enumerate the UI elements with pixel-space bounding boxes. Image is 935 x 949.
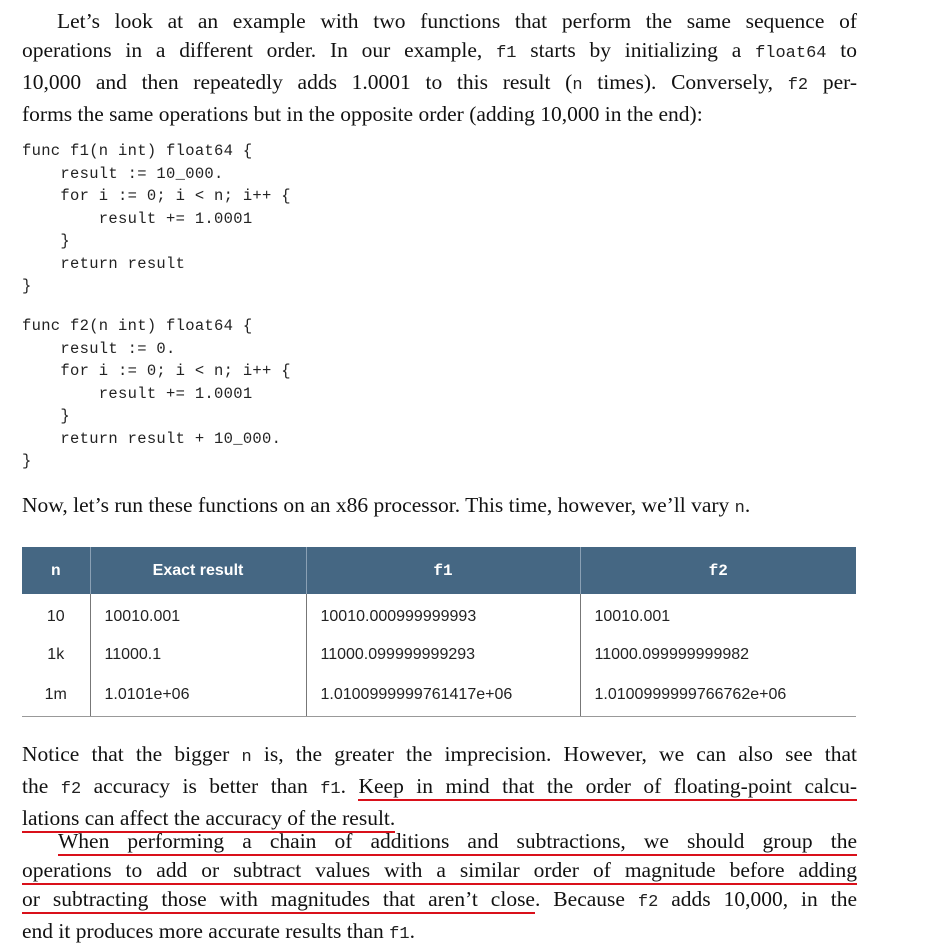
header-f2: f2 <box>580 547 856 594</box>
text: starts by initializing a <box>516 38 756 62</box>
text: operations in a different order. In our example, <box>22 38 497 62</box>
text: . <box>409 919 415 943</box>
lead-paragraph <box>22 491 857 523</box>
text: to <box>826 38 857 62</box>
cell-f2: 11000.099999999982 <box>580 636 856 674</box>
code-line: result += 1.0001 <box>22 209 253 228</box>
text: 10,000 and then repeatedly adds 1.0001 to this result ( <box>22 70 573 94</box>
table-header-row <box>22 547 856 594</box>
code-line: func f1(n int) float64 { <box>22 142 253 160</box>
inline-code: f2 <box>637 893 659 912</box>
cell-exact: 10010.001 <box>90 594 306 636</box>
code-line: result += 1.0001 <box>22 384 253 403</box>
code-line: return result <box>22 254 186 273</box>
intro-line-3 <box>22 68 857 100</box>
code-line: for i := 0; i < n; i++ { <box>22 187 291 205</box>
final-line-4 <box>22 917 857 949</box>
text: is, the greater the imprecision. However, we can also see that <box>251 742 857 766</box>
cell-f1: 11000.099999999293 <box>306 636 580 674</box>
final-line-3 <box>22 885 857 917</box>
text: accuracy is better than <box>81 774 321 798</box>
text: . <box>340 774 359 798</box>
code-line: result := 0. <box>22 339 176 358</box>
text: end it produces more accurate results than <box>22 919 390 943</box>
notice-line-2 <box>22 772 857 804</box>
table-row <box>22 674 856 717</box>
intro-paragraph <box>22 7 857 129</box>
code-f2 <box>22 315 291 473</box>
code-line: } <box>22 232 71 250</box>
intro-line-1: Let’s look at an example with two functions that perform the same sequence of <box>57 9 857 33</box>
cell-exact: 1.0101e+06 <box>90 674 306 717</box>
notice-paragraph <box>22 740 857 833</box>
code-line: for i := 0; i < n; i++ { <box>22 362 291 380</box>
inline-code: f2 <box>60 780 82 799</box>
inline-code: n <box>572 76 583 95</box>
header-f1: f1 <box>306 547 580 594</box>
cell-f1: 10010.000999999993 <box>306 594 580 636</box>
code-line: } <box>22 452 32 470</box>
inline-code: f1 <box>389 925 410 944</box>
text: Now, let’s run these functions on an x86 processor. This time, however, we’ll vary <box>22 493 735 517</box>
cell-n: 1k <box>47 646 65 663</box>
inline-code: f2 <box>787 76 809 95</box>
text: the <box>22 774 61 798</box>
inline-code: n <box>241 748 252 767</box>
cell-f2: 10010.001 <box>580 594 856 636</box>
code-line: func f2(n int) float64 { <box>22 317 253 335</box>
text: adds 10,000, in the <box>658 887 857 911</box>
final-paragraph <box>22 827 857 949</box>
header-exact-result: Exact result <box>90 547 306 594</box>
text: Notice that the bigger <box>22 742 242 766</box>
code-line: return result + 10_000. <box>22 429 282 448</box>
final-line-1 <box>22 827 857 856</box>
underlined-text: lations can affect the accuracy of the result. <box>22 806 395 833</box>
cell-n: 10 <box>46 608 65 625</box>
text: times). Conversely, <box>582 70 788 94</box>
table-row <box>22 636 856 674</box>
cell-f2: 1.0100999999766762e+06 <box>580 674 856 717</box>
cell-f1: 1.0100999999761417e+06 <box>306 674 580 717</box>
intro-line-4: forms the same operations but in the opposite order (adding 10,000 in the end): <box>22 102 703 126</box>
text: . <box>744 493 751 517</box>
cell-n: 1m <box>22 674 90 717</box>
results-table <box>22 547 856 717</box>
text: . Because <box>534 887 638 911</box>
underlined-text: or subtracting those with magnitudes that aren’t close <box>22 887 535 914</box>
inline-code: n <box>734 499 745 518</box>
inline-code: f1 <box>496 44 517 63</box>
cell-exact: 11000.1 <box>90 636 306 674</box>
text: per- <box>808 70 857 94</box>
inline-code: float64 <box>755 44 827 63</box>
lead-line <box>22 491 857 523</box>
inline-code: f1 <box>320 780 341 799</box>
underlined-text: When performing a chain of additions and subtractions, we should group the <box>58 829 857 856</box>
underlined-text: Keep in mind that the order of floating-point calcu- <box>358 774 857 801</box>
header-n: n <box>22 547 90 594</box>
notice-line-1 <box>22 740 857 772</box>
code-line: result := 10_000. <box>22 164 224 183</box>
code-line: } <box>22 407 71 425</box>
underlined-text: operations to add or subtract values with a similar order of magnitude before adding <box>22 858 857 885</box>
code-f1 <box>22 140 291 298</box>
intro-line-2 <box>22 36 857 68</box>
code-line: } <box>22 277 32 295</box>
table-row <box>22 594 856 636</box>
final-line-2 <box>22 856 857 885</box>
